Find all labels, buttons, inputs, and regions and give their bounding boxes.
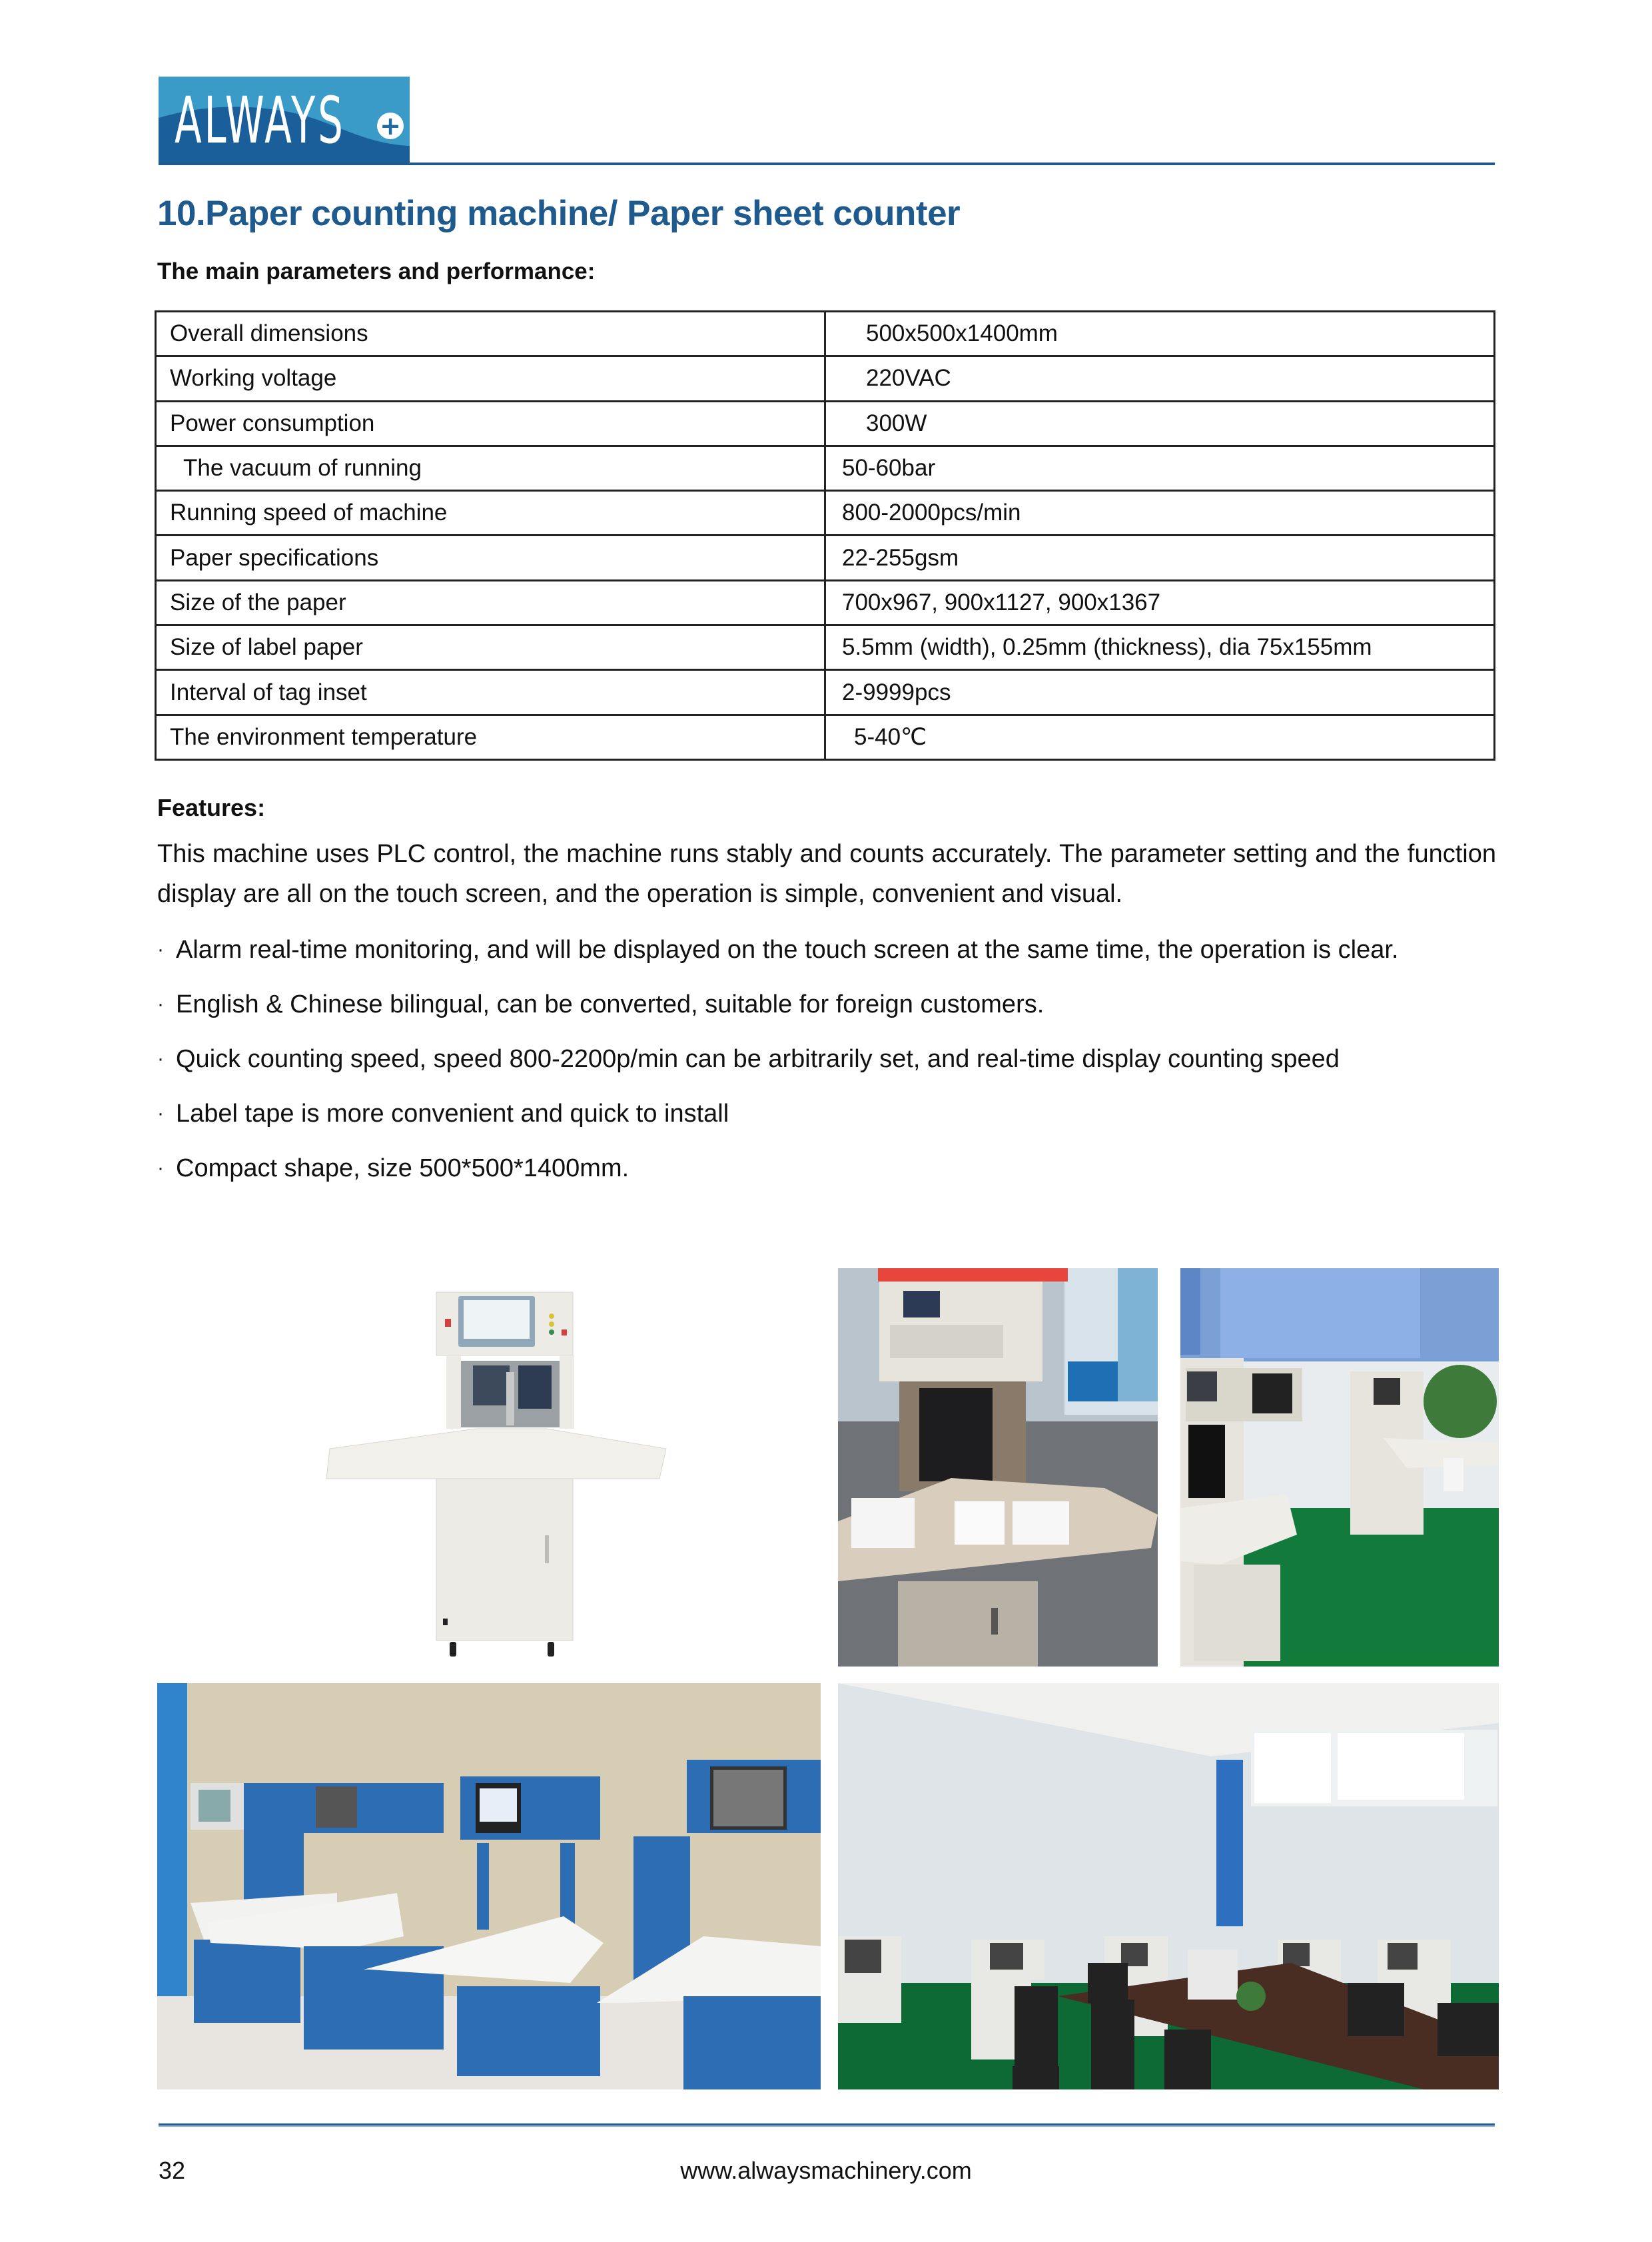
table-row	[156, 401, 1495, 446]
table-row	[156, 670, 1495, 715]
spec-value: 800-2000pcs/min	[825, 491, 1495, 536]
photo-expo	[838, 1268, 1158, 1667]
feature-text: Alarm real-time monitoring, and will be displayed on the touch screen at the same time, the operation is clear.	[176, 936, 1399, 964]
features-list	[157, 930, 1496, 1203]
spec-value: 22-255gsm	[825, 536, 1495, 580]
feature-text: English & Chinese bilingual, can be converted, suitable for foreign customers.	[176, 990, 1044, 1018]
bullet-icon: ·	[157, 1048, 164, 1070]
spec-value: 500x500x1400mm	[825, 312, 1495, 356]
feature-text: Compact shape, size 500*500*1400mm.	[176, 1154, 629, 1182]
spec-value: 700x967, 900x1127, 900x1367	[825, 580, 1495, 625]
photo-blue-machines	[157, 1683, 821, 2089]
spec-value: 5.5mm (width), 0.25mm (thickness), dia 75x155mm	[825, 625, 1495, 670]
spec-value: 300W	[825, 401, 1495, 446]
spec-param: Power consumption	[156, 401, 825, 446]
spec-param: Working voltage	[156, 356, 825, 401]
expo-scene	[838, 1268, 1158, 1667]
page-title: 10.Paper counting machine/ Paper sheet counter	[157, 194, 961, 233]
plus-circle-icon: +	[377, 113, 404, 139]
spec-param: Size of label paper	[156, 625, 825, 670]
page-number: 32	[159, 2157, 186, 2184]
list-item	[157, 984, 1496, 1039]
table-row	[156, 312, 1495, 356]
spec-param: Overall dimensions	[156, 312, 825, 356]
logo-wordmark: ALWAYS	[175, 83, 346, 158]
features-heading: Features:	[157, 794, 266, 821]
showroom-scene	[1180, 1268, 1499, 1667]
bullet-icon: ·	[157, 1157, 164, 1179]
list-item	[157, 1094, 1496, 1148]
table-row	[156, 356, 1495, 401]
list-item	[157, 1039, 1496, 1094]
features-intro: This machine uses PLC control, the machine runs stably and counts accurately. The parameter setting and the function display are all on the touch screen, and the operation is simple, convenient and visual.	[157, 840, 1496, 908]
bullet-icon: ·	[157, 1102, 164, 1124]
spec-param: The environment temperature	[156, 715, 825, 759]
table-row	[156, 715, 1495, 759]
machine-illustration	[160, 1266, 826, 1672]
header-divider	[159, 163, 1495, 165]
spec-value: 2-9999pcs	[825, 670, 1495, 715]
office-scene	[838, 1683, 1499, 2089]
specs-heading: The main parameters and performance:	[157, 258, 596, 284]
spec-value: 220VAC	[825, 356, 1495, 401]
brand-logo	[159, 77, 410, 165]
bullet-icon: ·	[157, 938, 164, 960]
spec-param: Size of the paper	[156, 580, 825, 625]
spec-value: 5-40℃	[825, 715, 1495, 759]
spec-param: Running speed of machine	[156, 491, 825, 536]
table-row	[156, 491, 1495, 536]
blue-machines-scene	[157, 1683, 821, 2089]
bullet-icon: ·	[157, 993, 164, 1015]
feature-text: Label tape is more convenient and quick to install	[176, 1100, 729, 1128]
spec-param: The vacuum of running	[156, 446, 825, 490]
specs-table	[155, 310, 1495, 761]
table-row	[156, 446, 1495, 490]
feature-text: Quick counting speed, speed 800-2200p/min can be arbitrarily set, and real-time display counting speed	[176, 1045, 1340, 1073]
table-row	[156, 580, 1495, 625]
table-row	[156, 536, 1495, 580]
spec-param: Interval of tag inset	[156, 670, 825, 715]
spec-value: 50-60bar	[825, 446, 1495, 490]
photo-product	[160, 1266, 826, 1672]
website-link[interactable]: www.alwaysmachinery.com	[680, 2157, 972, 2184]
photo-office	[838, 1683, 1499, 2089]
list-item	[157, 1148, 1496, 1203]
table-row	[156, 625, 1495, 670]
footer-divider	[159, 2123, 1495, 2127]
spec-param: Paper specifications	[156, 536, 825, 580]
list-item	[157, 930, 1496, 984]
photo-showroom	[1180, 1268, 1499, 1667]
